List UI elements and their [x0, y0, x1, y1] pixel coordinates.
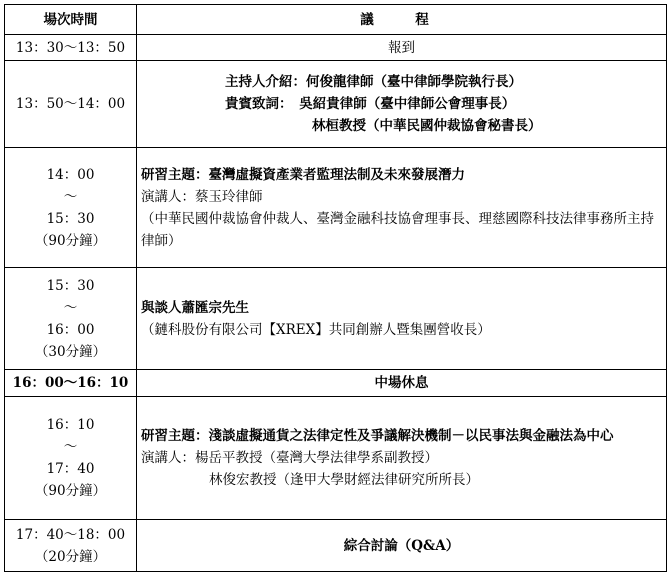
guest-speech-2: 林桓教授（中華民國仲裁協會秘書長）: [312, 118, 542, 134]
time-cell: [5, 268, 137, 370]
time-start: 16：10: [46, 417, 95, 433]
table-row: [5, 520, 667, 572]
speaker: 演講人：楊岳平教授（臺灣大學法律學系副教授）: [141, 450, 438, 466]
session-topic: 研習主題：淺談虛擬通貨之法律定性及爭議解決機制－以民事法與金融法為中心: [141, 428, 614, 444]
table-row: [5, 370, 667, 397]
host-intro: 主持人介紹：何俊龍律師（臺中律師學院執行長）: [225, 74, 522, 90]
duration: （90分鐘）: [34, 483, 107, 499]
agenda-cell: 綜合討論（Q&A）: [137, 520, 667, 572]
table-row: [5, 268, 667, 370]
duration: （30分鐘）: [34, 343, 107, 360]
speaker-note: （中華民國仲裁協會仲裁人、臺灣金融科技協會理事長、理慈國際科技法律事務所主持律師）: [141, 210, 654, 249]
panelist-note: （鏈科股份有限公司【XREX】共同創辦人暨集團營收長）: [141, 321, 491, 338]
header-time: 場次時間: [5, 5, 137, 35]
time-cell: [5, 397, 137, 520]
time-end: 17：40: [46, 461, 95, 477]
time-cell: [5, 520, 137, 572]
agenda-cell: [137, 61, 667, 148]
duration: （90分鐘）: [34, 232, 107, 249]
speaker: 演講人：蔡玉玲律師: [141, 188, 263, 205]
time-sep: ～: [63, 439, 78, 455]
table-row: [5, 397, 667, 520]
guest-speech-1: 貴賓致詞： 吳紹貴律師（臺中律師公會理事長）: [225, 96, 516, 112]
agenda-cell: [137, 397, 667, 520]
header-agenda: 議 程: [137, 5, 667, 35]
time-end: 16：00: [46, 321, 95, 338]
time-start: 15：30: [46, 277, 95, 294]
agenda-cell: [137, 148, 667, 268]
time-range: 17：40～18：00: [15, 526, 126, 543]
agenda-table: [4, 4, 667, 572]
table-row: [5, 148, 667, 268]
time-cell: 13：30～13：50: [5, 35, 137, 61]
session-topic: 研習主題：臺灣虛擬資產業者監理法制及未來發展潛力: [141, 166, 465, 183]
time-cell: [5, 148, 137, 268]
host-block: [141, 71, 662, 137]
table-row: [5, 35, 667, 61]
agenda-cell: 中場休息: [137, 370, 667, 397]
time-start: 14：00: [46, 166, 95, 183]
time-end: 15：30: [46, 210, 95, 227]
panelist-title: 與談人蕭匯宗先生: [141, 299, 249, 316]
time-sep: ～: [63, 299, 78, 316]
time-cell: 13：50～14：00: [5, 61, 137, 148]
agenda-cell: 報到: [137, 35, 667, 61]
table-row: [5, 61, 667, 148]
time-cell: 16：00～16：10: [5, 370, 137, 397]
duration: （20分鐘）: [34, 548, 107, 565]
header-row: [5, 5, 667, 35]
time-sep: ～: [63, 188, 78, 205]
agenda-cell: [137, 268, 667, 370]
speaker: 林俊宏教授（逢甲大學財經法律研究所所長）: [209, 472, 479, 488]
